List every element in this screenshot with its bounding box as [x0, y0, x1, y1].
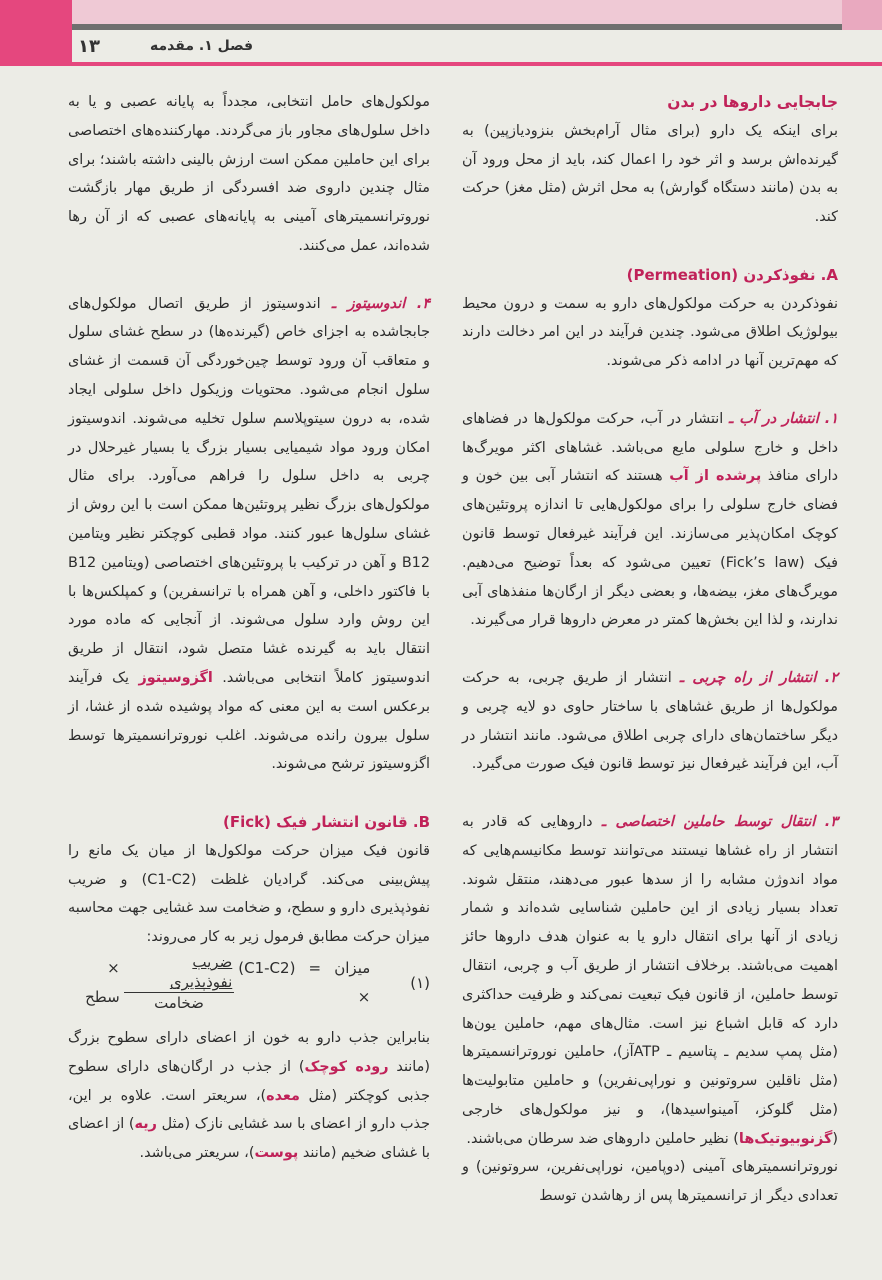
header-tab	[0, 0, 72, 62]
highlight-lung: ریه	[134, 1116, 157, 1133]
section-a-text: نفوذکردن به حرکت مولکول‌های دارو به سمت و درون محیط بیولوژیک اطلاق می‌شود. چندین فرآیند در این امر دخالت دارند که مهم‌ترین آنها در ادامه ذکر می‌شوند.	[462, 295, 838, 370]
formula-numerator: ضریب نفوذپذیری	[124, 952, 235, 993]
continued-paragraph: مولکول‌های حامل انتخابی، مجدداً به پایانه عصبی و یا به داخل سلول‌های مجاور باز می‌گردند. مهارکننده‌های اختصاصی برای این حاملین ممکن است ارزش بالینی داشته باشند؛ برای مثال چندین داروی ضد افسردگی از طریق مهار بازگشت نوروترانسمیترهای آمینی به پایانه‌های عصبی که از آن رها شده‌اند، عمل می‌کنند.	[68, 94, 430, 254]
header-underline	[0, 62, 882, 66]
item-4-highlight: اگزوسیتوز	[138, 669, 213, 686]
final-paragraph	[68, 1024, 430, 1168]
formula-number: (۱)	[410, 973, 430, 992]
formula-rhs: × سطح	[85, 959, 120, 1006]
item-3-paragraph	[462, 808, 838, 1154]
item-4-heading: ۴. اندوسیتوز ـ	[331, 295, 431, 312]
item-4-paragraph	[68, 290, 430, 780]
final-text-4: ) از اعضای با غشای ضخیم (مانند	[68, 1116, 430, 1162]
highlight-stomach: معده	[266, 1087, 300, 1104]
formula-fraction	[124, 952, 235, 1013]
item-1-highlight: پرشده از آب	[669, 468, 762, 485]
final-text-1: بنابراین جذب دارو به خون از اعضای دارای سطوح بزرگ (مانند	[68, 1029, 430, 1075]
header-rule	[72, 24, 842, 30]
section-a-heading: A. نفوذکردن (Permeation)	[626, 265, 838, 284]
item-3-continuation: نوروترانسمیترهای آمینی (دوپامین، نوراپی‌نفرین، سروتونین) و تعدادی دیگر از ترانسمیترها پس از رهاشدن توسط	[462, 1159, 838, 1205]
page-number: ۱۳	[78, 36, 100, 57]
fick-formula	[68, 952, 430, 1014]
intro-paragraph: برای اینکه یک دارو (برای مثال آرام‌بخش بنزودیازپین) به گیرنده‌اش برسد و اثر خود را اعمال کند، باید از محل ورود آن به بدن (مانند دستگاه گوارش) به محل اثرش (مثل مغز) حرکت کند.	[462, 122, 838, 226]
item-3-heading: ۳. انتقال توسط حاملین اختصاصی ـ	[601, 813, 838, 830]
highlight-small-intestine: روده کوچک	[304, 1058, 389, 1075]
item-2-heading: ۲. انتشار از راه چربی ـ	[679, 669, 839, 686]
item-3-text-b: ) نظیر حاملین داروهای ضد سرطان می‌باشند.	[466, 1130, 739, 1147]
item-1-heading: ۱. انتشار در آب ـ	[728, 410, 838, 427]
section-b-text: قانون فیک میزان حرکت مولکول‌ها از میان یک مانع را پیش‌بینی می‌کند. گرادیان غلظت (C1-C2) و ضریب نفوذپذیری دارو و سطح، و ضخامت سد غشایی جهت محاسبه میزان حرکت مطابق فرمول زیر به کار می‌روند:	[68, 842, 430, 946]
final-text-3: )، سریعتر است. علاوه بر این، جذب دارو از اعضای با سد غشایی نازک (مثل	[68, 1087, 430, 1133]
highlight-skin: پوست	[254, 1145, 299, 1162]
section-title: جابجایی داروها در بدن	[667, 93, 838, 111]
chapter-title: فصل ۱. مقدمه	[150, 38, 254, 54]
formula-lhs: میزان = (C1-C2) ×	[238, 959, 371, 1006]
right-column	[462, 88, 838, 1211]
item-4-text-a: اندوسیتوز از طریق اتصال مولکول‌های جابجاشده به اجزای خاص (گیرنده‌ها) در سطح غشای سلول و متعاقب آن ورود توسط چین‌خوردگی آن قسمت از غشای سلول انجام می‌شود. محتویات وزیکول داخل سلولی ایجاد شده، به درون سیتوپلاسم سلول تخلیه می‌شوند. اندوسیتوز امکان ورود مواد شیمیایی بسیار بزرگ یا بسیار غیرحلال در چربی به داخل سلول را فراهم می‌آورد. برای مثال مولکول‌های بزرگ نظیر پروتئین‌ها ممکن است با این روش از غشای سلول‌ها عبور کنند. مواد قطبی کوچکتر نظیر ویتامین B12 و آهن در ترکیب با پروتئین‌های اختصاصی (ویتامین B12 با فاکتور داخلی، و آهن همراه با ترانسفرین) و کمپلکس‌ها با این روش وارد سلول می‌شوند. از آنجایی که ماده مورد انتقال باید به گیرنده غشا متصل شود، انتقال از طریق اندوسیتوز کاملاً انتخابی می‌باشد.	[68, 295, 430, 686]
item-3-highlight: گزنوبیوتیک‌ها	[738, 1130, 833, 1147]
item-2-paragraph	[462, 664, 838, 779]
section-b-heading: B. قانون انتشار فیک (Fick)	[222, 812, 430, 831]
final-text-2: ) از جذب در ارگان‌های دارای سطوح جذبی کوچکتر (مثل	[68, 1058, 431, 1104]
item-3-text-a: داروهایی که قادر به انتشار از راه غشاها نیستند می‌توانند توسط مکانیسم‌هایی که مواد اندوژن مشابه را از سدها عبور می‌دهند، منتقل شوند. تعداد بسیار زیادی از این حاملین شناسایی شده‌اند و شمار زیادی از آنها برای انتقال دارو یا به عنوان هدف داروها حائز اهمیت می‌باشند. برخلاف انتشار از طریق آب و چربی، انتقال توسط حاملین، از قانون فیک تبعیت نمی‌کند و ظرفیت حداکثری دارد که قابل اشباع نیز است. مثال‌های مهم، حاملین یون‌ها (مثل پمپ سدیم ـ پتاسیم ـ ATPآز)، حاملین نوروترانسمیترها (مثل ناقلین سروتونین و نوراپی‌نفرین) و حاملین متابولیت‌ها (مثل گلوکز، آمینواسیدها)، و نیز مولکول‌های خارجی (	[462, 813, 838, 1147]
item-1-text-a: انتشار در آب، حرکت مولکول‌ها در فضاهای داخل و خارج سلولی مایع می‌باشد. غشاهای اکثر مویرگ‌ها دارای منافذ	[462, 410, 839, 485]
formula-denominator: ضخامت	[154, 994, 204, 1013]
final-text-5: )، سریعتر می‌باشد.	[139, 1145, 255, 1162]
left-column	[68, 88, 430, 1168]
item-1-paragraph	[462, 405, 838, 635]
item-4-text-b: یک فرآیند برعکس است به این معنی که مواد پوشیده شده از غشا، از سلول بیرون رانده می‌شوند. اغلب نوروترانسمیترها توسط اگزوسیتوز ترشح می‌شوند.	[68, 669, 430, 773]
item-2-text: انتشار از طریق چربی، به حرکت مولکول‌ها از طریق غشاهای با ساختار حاوی دو لایه چربی و دیگر ساختمان‌های دارای چربی اطلاق می‌شود. مانند انتشار در آب، این فرآیند غیرفعال نیز توسط قانون فیک صورت می‌گیرد.	[462, 669, 838, 773]
item-1-text-b: هستند که انتشار آبی بین خون و فضای خارج سلولی را برای مولکول‌هایی تا اندازه پروتئین‌های کوچک امکان‌پذیر می‌سازند. این فرآیند غیرفعال توسط قانون فیک (Fick’s law) تعیین می‌شود که بعداً توضیح می‌دهیم. مویرگ‌های مغز، بیضه‌ها، و بعضی دیگر از ارگان‌ها منفذهای آبی ندارند، و لذا این بخش‌ها کمتر در معرض داروها قرار می‌گیرند.	[462, 468, 838, 629]
header-right-accent	[842, 0, 882, 30]
